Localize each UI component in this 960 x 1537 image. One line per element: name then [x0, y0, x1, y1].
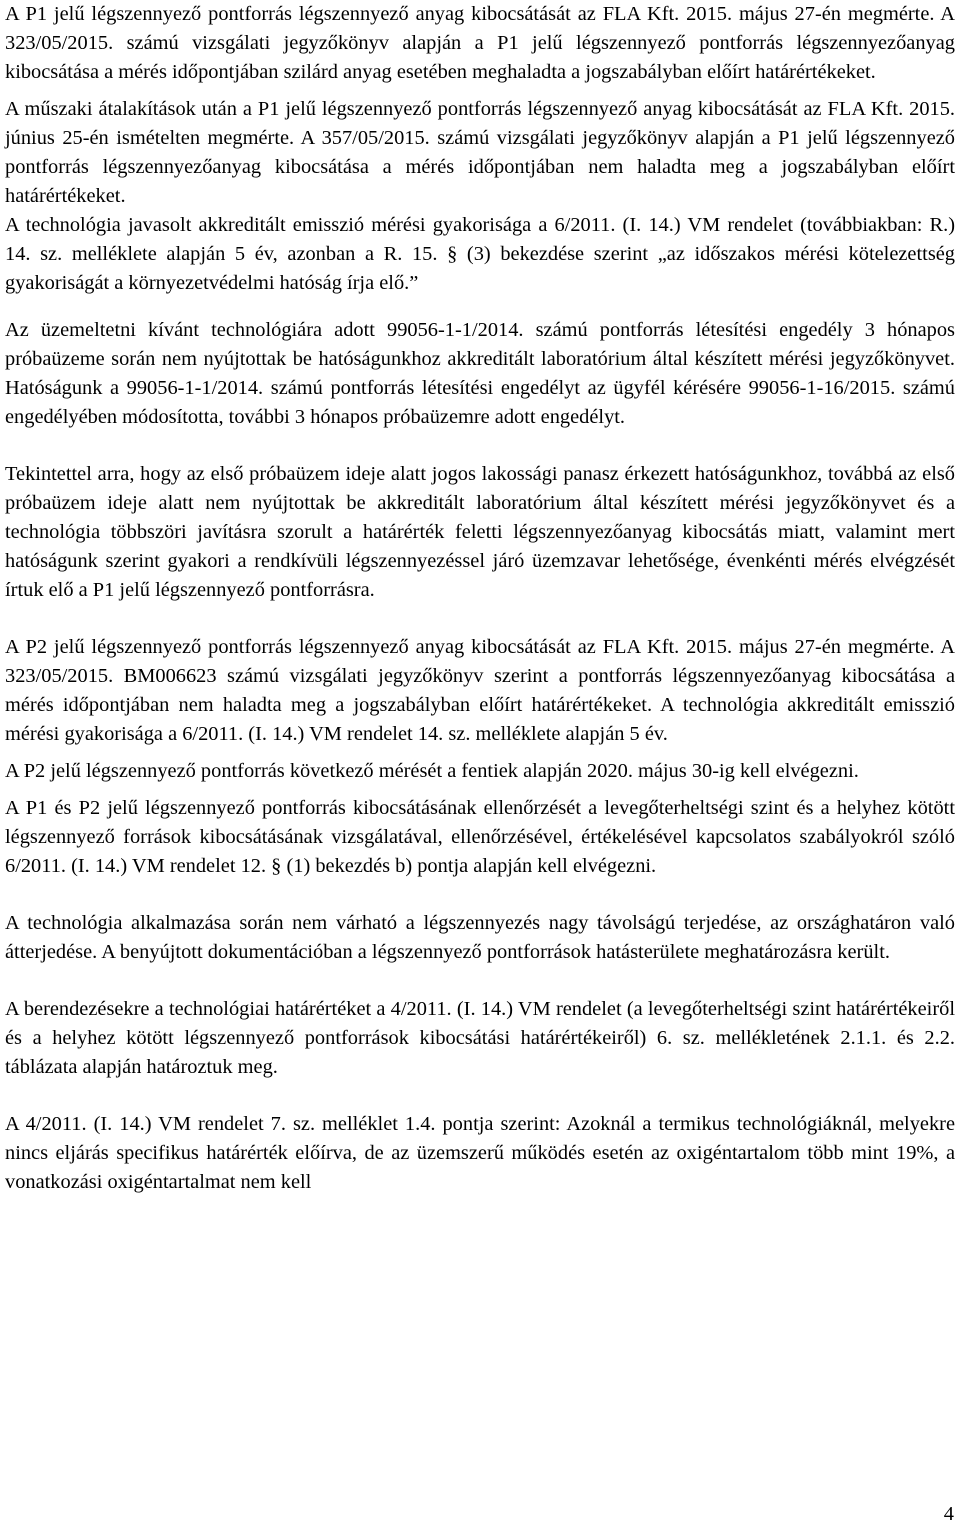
paragraph-annual-measurement-reason: Tekintettel arra, hogy az első próbaüzem ideje alatt jogos lakossági panasz érkezett hatóságunkhoz, továbbá az első próbaüzem ideje alatt nem nyújtottak be akkreditált laboratórium által készített mérési jegyzőkönyvet és a technológia többszöri javításra szorult a határérték feletti légszennyezőanyag kibocsátás miatt, valamint mert hatóságunk szerint gyakori a rendkívüli légszennyezéssel járó üzemzavar lehetősége, évenkénti mérés elvégzését írtuk elő a P1 jelű légszennyező pontforrásra. — [5, 463, 955, 601]
page-number: 4 — [943, 1503, 954, 1525]
paragraph-p2-next-measurement: A P2 jelű légszennyező pontforrás következő mérését a fentiek alapján 2020. május 30-ig kell elvégezni. — [5, 760, 859, 782]
paragraph-transboundary-spread: A technológia alkalmazása során nem várható a légszennyezés nagy távolságú terjedése, az országhatáron való átterjedése. A benyújtott dokumentációban a légszennyező pontforrások hatásterülete meghatározásra került. — [5, 912, 955, 963]
paragraph-oxygen-content: A 4/2011. (I. 14.) VM rendelet 7. sz. melléklet 1.4. pontja szerint: Azoknál a termikus technológiáknál, melyekre nincs eljárás specifikus határérték előírva, de az üzemszerű működés esetén az oxigéntartalom több mint 19%, a vonatkozási oxigéntartalmat nem kell — [5, 1113, 955, 1193]
paragraph-permit-trial-operation: Az üzemeltetni kívánt technológiára adott 99056-1-1/2014. számú pontforrás létesítési engedély 3 hónapos próbaüzeme során nem nyújtottak be hatóságunkhoz akkreditált laboratórium által készített mérési jegyzőkönyvet. Hatóságunk a 99056-1-1/2014. számú pontforrás létesítési engedélyt az ügyfél kérésére 99056-1-16/2015. számú engedélyében módosította, további 3 hónapos próbaüzemre adott engedélyt. — [5, 319, 955, 428]
paragraph-measurement-frequency: A technológia javasolt akkreditált emisszió mérési gyakorisága a 6/2011. (I. 14.) VM rendelet (továbbiakban: R.) 14. sz. melléklete alapján 5 év, azonban a R. 15. § (3) bekezdése szerint „az időszakos mérési kötelezettség gyakoriságát a környezetvédelmi hatóság írja elő.” — [5, 214, 955, 294]
paragraph-p1-first-measurement: A P1 jelű légszennyező pontforrás légszennyező anyag kibocsátását az FLA Kft. 2015. május 27-én megmérte. A 323/05/2015. számú vizsgálati jegyzőkönyv alapján a P1 jelű légszennyező pontforrás légszennyezőanyag kibocsátása a mérés időpontjában szilárd anyag esetében meghaladta a jogszabályban előírt határértékeket. — [5, 3, 955, 83]
paragraph-p1-second-measurement: A műszaki átalakítások után a P1 jelű légszennyező pontforrás légszennyező anyag kibocsátását az FLA Kft. 2015. június 25-én ismételten megmérte. A 357/05/2015. számú vizsgálati jegyzőkönyv alapján a P1 jelű légszennyező pontforrás légszennyezőanyag kibocsátása a mérés időpontjában nem haladta meg a jogszabályban előírt határértékeket. — [5, 98, 955, 207]
paragraph-p2-measurement: A P2 jelű légszennyező pontforrás légszennyező anyag kibocsátását az FLA Kft. 2015. május 27-én megmérte. A 323/05/2015. BM006623 számú vizsgálati jegyzőkönyv szerint a pontforrás légszennyezőanyag kibocsátása a mérés időpontjában nem haladta meg a jogszabályban előírt határértékeket. A technológia akkreditált emisszió mérési gyakorisága a 6/2011. (I. 14.) VM rendelet 14. sz. melléklete alapján 5 év. — [5, 636, 955, 745]
paragraph-emission-control: A P1 és P2 jelű légszennyező pontforrás kibocsátásának ellenőrzését a levegőterheltségi szint és a helyhez kötött légszennyező források kibocsátásának vizsgálatával, ellenőrzésével, értékelésével kapcsolatos szabályokról szóló 6/2011. (I. 14.) VM rendelet 12. § (1) bekezdés b) pontja alapján kell elvégezni. — [5, 797, 955, 877]
document-page — [5, 0, 955, 1197]
paragraph-technology-limits: A berendezésekre a technológiai határértéket a 4/2011. (I. 14.) VM rendelet (a levegőterheltségi szint határértékeiről és a helyhez kötött légszennyező pontforrások kibocsátási határértékeiről) 6. sz. mellékletének 2.1.1. és 2.2. táblázata alapján határoztuk meg. — [5, 998, 955, 1078]
